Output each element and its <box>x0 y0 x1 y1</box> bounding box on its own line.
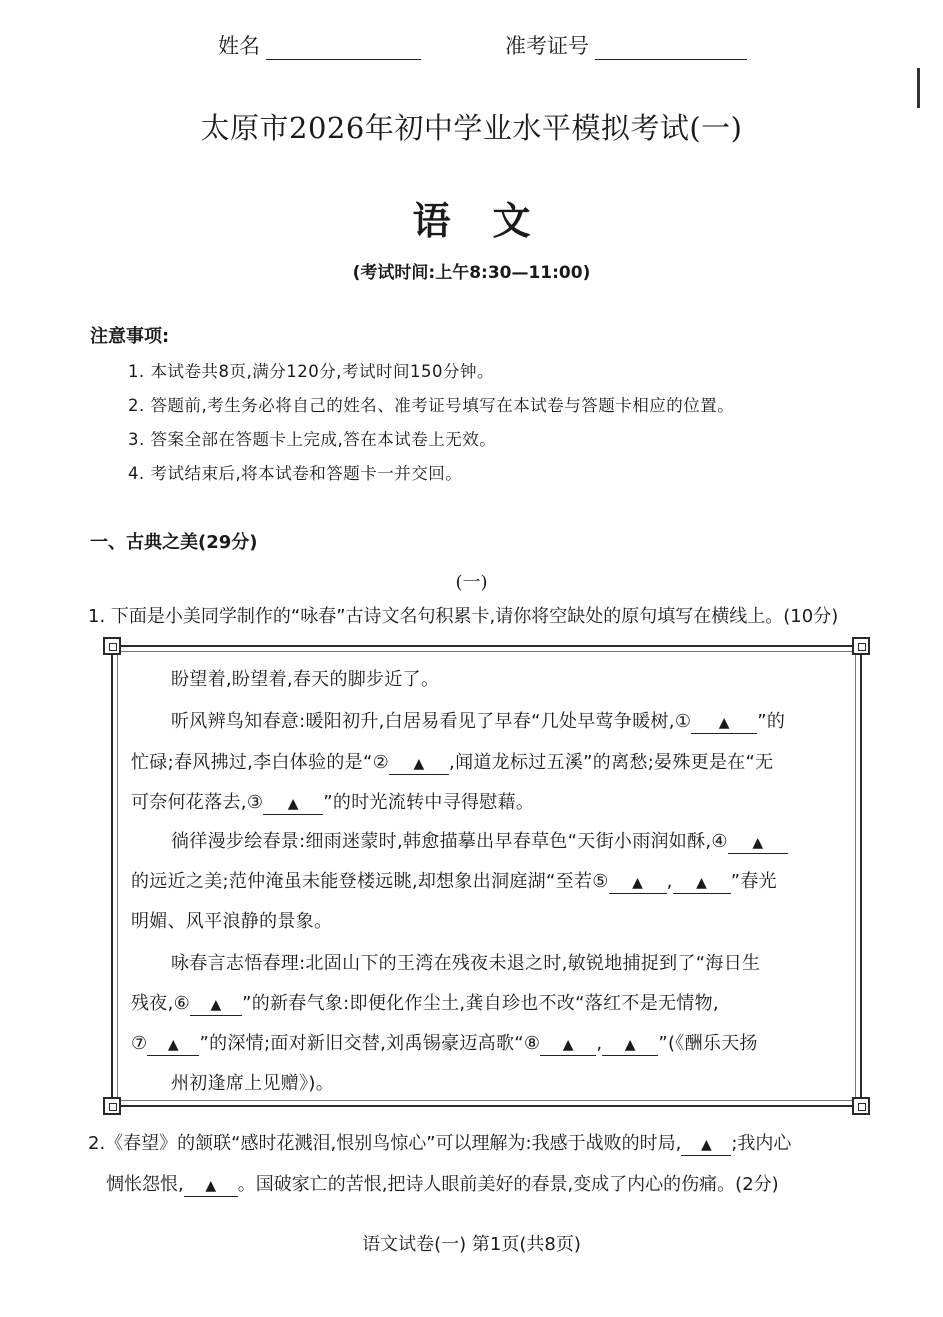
page-footer: 语文试卷(一) 第1页(共8页) <box>362 1234 581 1255</box>
answer-blank-8a: ▲ <box>540 1034 596 1056</box>
question-2: 2.《春望》的颔联“感时花溅泪,恨别鸟惊心”可以理解为:我感于战败的时局, ▲ ;我内心 <box>88 1133 792 1154</box>
card-line: ⑦ ▲ ”的深情;面对新旧交替,刘禹锡豪迈高歌“⑧ ▲ , ▲ ”(《酬乐天扬 <box>131 1033 758 1054</box>
note-item-4: 4. 考试结束后,将本试卷和答题卡一并交回。 <box>128 464 463 483</box>
notes-heading: 注意事项: <box>90 326 170 347</box>
card-line: 残夜,⑥ ▲ ”的新春气象:即便化作尘土,龚自珍也不改“落红不是无情物, <box>131 993 719 1014</box>
name-field <box>218 30 421 60</box>
page-edge-mark <box>917 68 920 108</box>
card-line: 咏春言志悟春理:北固山下的王湾在残夜未退之时,敏锐地捕捉到了“海日生 <box>171 953 761 974</box>
section-heading: 一、古典之美(29分) <box>90 532 258 553</box>
card-line: 忙碌;春风拂过,李白体验的是“② ▲ ,闻道龙标过五溪”的离愁;晏殊更是在“无 <box>131 752 774 773</box>
card-intro: 盼望着,盼望着,春天的脚步近了。 <box>171 669 440 690</box>
answer-blank-q2b: ▲ <box>184 1175 238 1197</box>
corner-ornament-bl <box>103 1097 121 1115</box>
exam-id-line <box>595 37 747 60</box>
answer-blank-5b: ▲ <box>673 872 731 894</box>
answer-blank-q2a: ▲ <box>681 1134 731 1156</box>
corner-ornament-tl <box>103 637 121 655</box>
exam-id-label: 准考证号 <box>505 34 589 58</box>
exam-title: 太原市2026年初中学业水平模拟考试(一) <box>200 111 743 145</box>
card-line: 听风辨鸟知春意:暖阳初升,白居易看见了早春“几处早莺争暖树,① ▲ ”的 <box>171 711 786 732</box>
card-line: 州初逢席上见赠》)。 <box>171 1073 335 1094</box>
part-label: (一) <box>455 572 488 593</box>
question-1: 1. 下面是小美同学制作的“咏春”古诗文名句积累卡,请你将空缺处的原句填写在横线上。(10分) <box>88 606 839 627</box>
corner-ornament-tr <box>852 637 870 655</box>
question-2-cont: 惆怅怨恨, ▲ 。国破家亡的苦恨,把诗人眼前美好的春景,变成了内心的伤痛。(2分) <box>106 1174 779 1195</box>
answer-blank-8b: ▲ <box>602 1034 658 1056</box>
answer-blank-1: ▲ <box>691 712 757 734</box>
card-line: 的远近之美;范仲淹虽未能登楼远眺,却想象出洞庭湖“至若⑤ ▲ , ▲ ”春光 <box>131 871 777 892</box>
card-line: 可奈何花落去,③ ▲ ”的时光流转中寻得慰藉。 <box>131 792 535 813</box>
answer-blank-7: ▲ <box>147 1034 199 1056</box>
note-item-2: 2. 答题前,考生务必将自己的姓名、准考证号填写在本试卷与答题卡相应的位置。 <box>128 396 735 415</box>
answer-blank-3: ▲ <box>263 793 323 815</box>
exam-time: (考试时间:上午8:30—11:00) <box>352 263 591 283</box>
corner-ornament-br <box>852 1097 870 1115</box>
card-line: 徜徉漫步绘春景:细雨迷蒙时,韩愈描摹出早春草色“天街小雨润如酥,④ ▲ <box>171 827 788 854</box>
note-item-3: 3. 答案全部在答题卡上完成,答在本试卷上无效。 <box>128 430 497 449</box>
answer-blank-5a: ▲ <box>609 872 667 894</box>
answer-blank-4: ▲ <box>728 832 788 854</box>
exam-id-field <box>505 30 747 60</box>
name-line <box>266 37 421 60</box>
answer-blank-2: ▲ <box>389 753 449 775</box>
card-intro: 明媚、风平浪静的景象。 <box>131 911 333 932</box>
name-label: 姓名 <box>218 34 260 58</box>
answer-blank-6: ▲ <box>190 994 242 1016</box>
subject-title: 语文 <box>412 198 573 243</box>
accumulation-card <box>111 645 862 1107</box>
note-item-1: 1. 本试卷共8页,满分120分,考试时间150分钟。 <box>128 362 494 381</box>
